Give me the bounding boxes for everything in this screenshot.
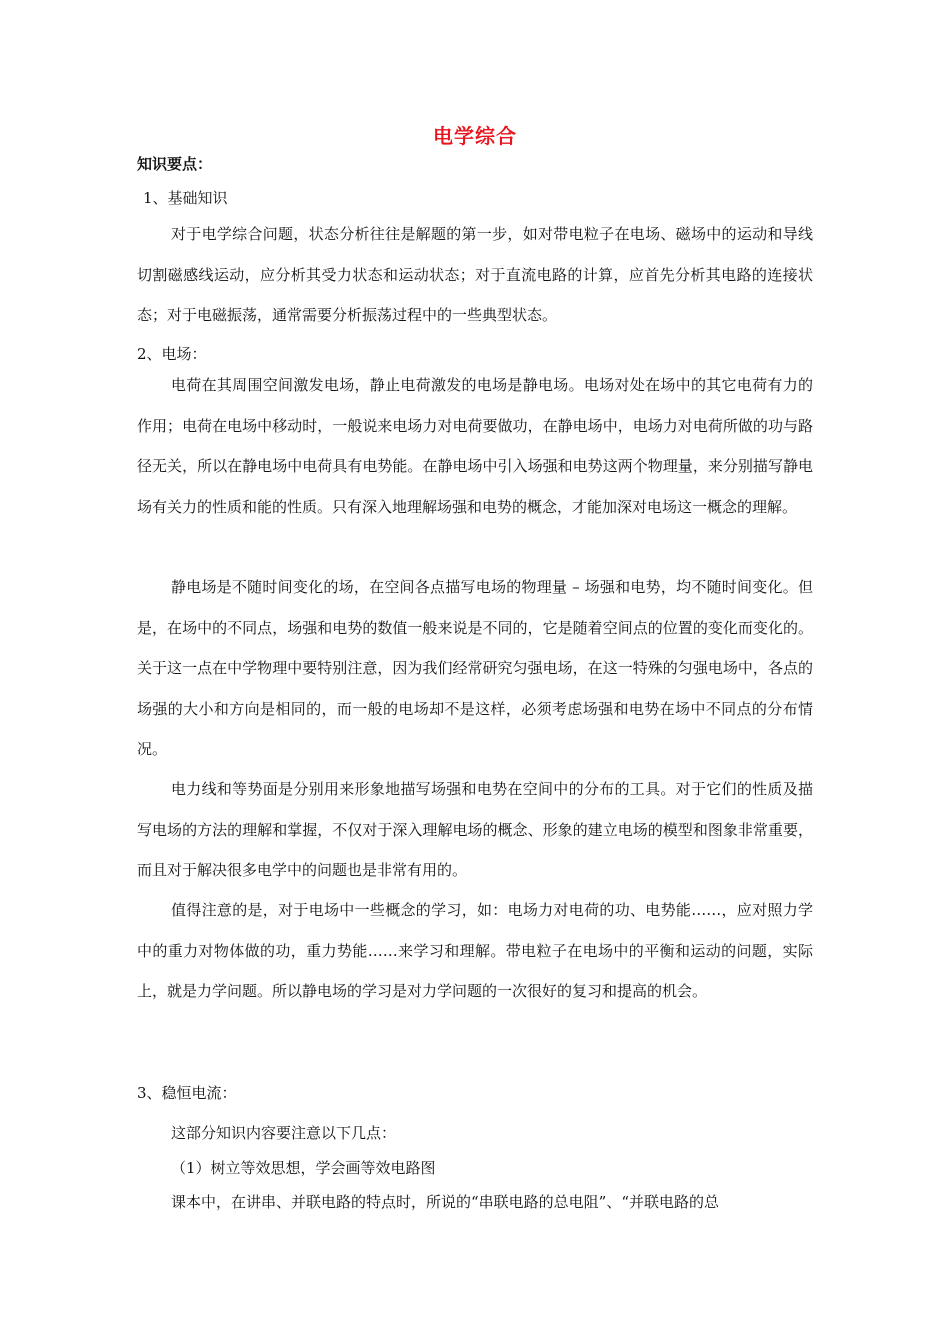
steady-current-intro: 这部分知识内容要注意以下几点： <box>171 1124 397 1142</box>
steady-current-point-1: （1）树立等效思想，学会画等效电路图 <box>171 1159 436 1177</box>
paragraph-basics: 对于电学综合问题，状态分析往往是解题的第一步，如对带电粒子在电场、磁场中的运动和导线切割磁感线运动，应分析其受力状态和运动状态；对于直流电路的计算，应首先分析其电路的连接状态；对于电磁振荡，通常需要分析振荡过程中的一些典型状态。 <box>137 225 813 324</box>
paragraph-electric-field-1: 电荷在其周围空间激发电场，静止电荷激发的电场是静电场。电场对处在场中的其它电荷有力的作用；电荷在电场中移动时，一般说来电场力对电荷要做功，在静电场中，电场力对电荷所做的功与路径无关，所以在静电场中电荷具有电势能。在静电场中引入场强和电势这两个物理量，来分别描写静电场有关力的性质和能的性质。只有深入地理解场强和电势的概念，才能加深对电场这一概念的理解。 <box>137 376 813 516</box>
paragraph-electric-field-3: 电力线和等势面是分别用来形象地描写场强和电势在空间中的分布的工具。对于它们的性质及描写电场的方法的理解和掌握，不仅对于深入理解电场的概念、形象的建立电场的模型和图象非常重要，而且对于解决很多电学中的问题也是非常有用的。 <box>137 780 813 879</box>
knowledge-points-label: 知识要点： <box>137 155 213 173</box>
paragraph-electric-field-2: 静电场是不随时间变化的场，在空间各点描写电场的物理量 – 场强和电势，均不随时间变化。但是，在场中的不同点，场强和电势的数值一般来说是不同的，它是随着空间点的位置的变化而变化的。关于这一点在中学物理中要特别注意，因为我们经常研究匀强电场，在这一特殊的匀强电场中，各点的场强的大小和方向是相同的，而一般的电场却不是这样，必须考虑场强和电势在场中不同点的分布情况。 <box>137 578 813 758</box>
paragraph-electric-field-4: 值得注意的是，对于电场中一些概念的学习，如：电场力对电荷的功、电势能……，应对照力学中的重力对物体做的功，重力势能……来学习和理解。带电粒子在电场中的平衡和运动的问题，实际上，就是力学问题。所以静电场的学习是对力学问题的一次很好的复习和提高的机会。 <box>137 901 813 1000</box>
section-heading-basics: 1、基础知识 <box>143 189 228 207</box>
section-heading-electric-field: 2、电场： <box>137 345 207 363</box>
section-heading-steady-current: 3、稳恒电流： <box>137 1084 237 1102</box>
document-title: 电学综合 <box>433 124 517 148</box>
steady-current-paragraph: 课本中，在讲串、并联电路的特点时，所说的“串联电路的总电阻”、“并联电路的总 <box>171 1193 720 1211</box>
